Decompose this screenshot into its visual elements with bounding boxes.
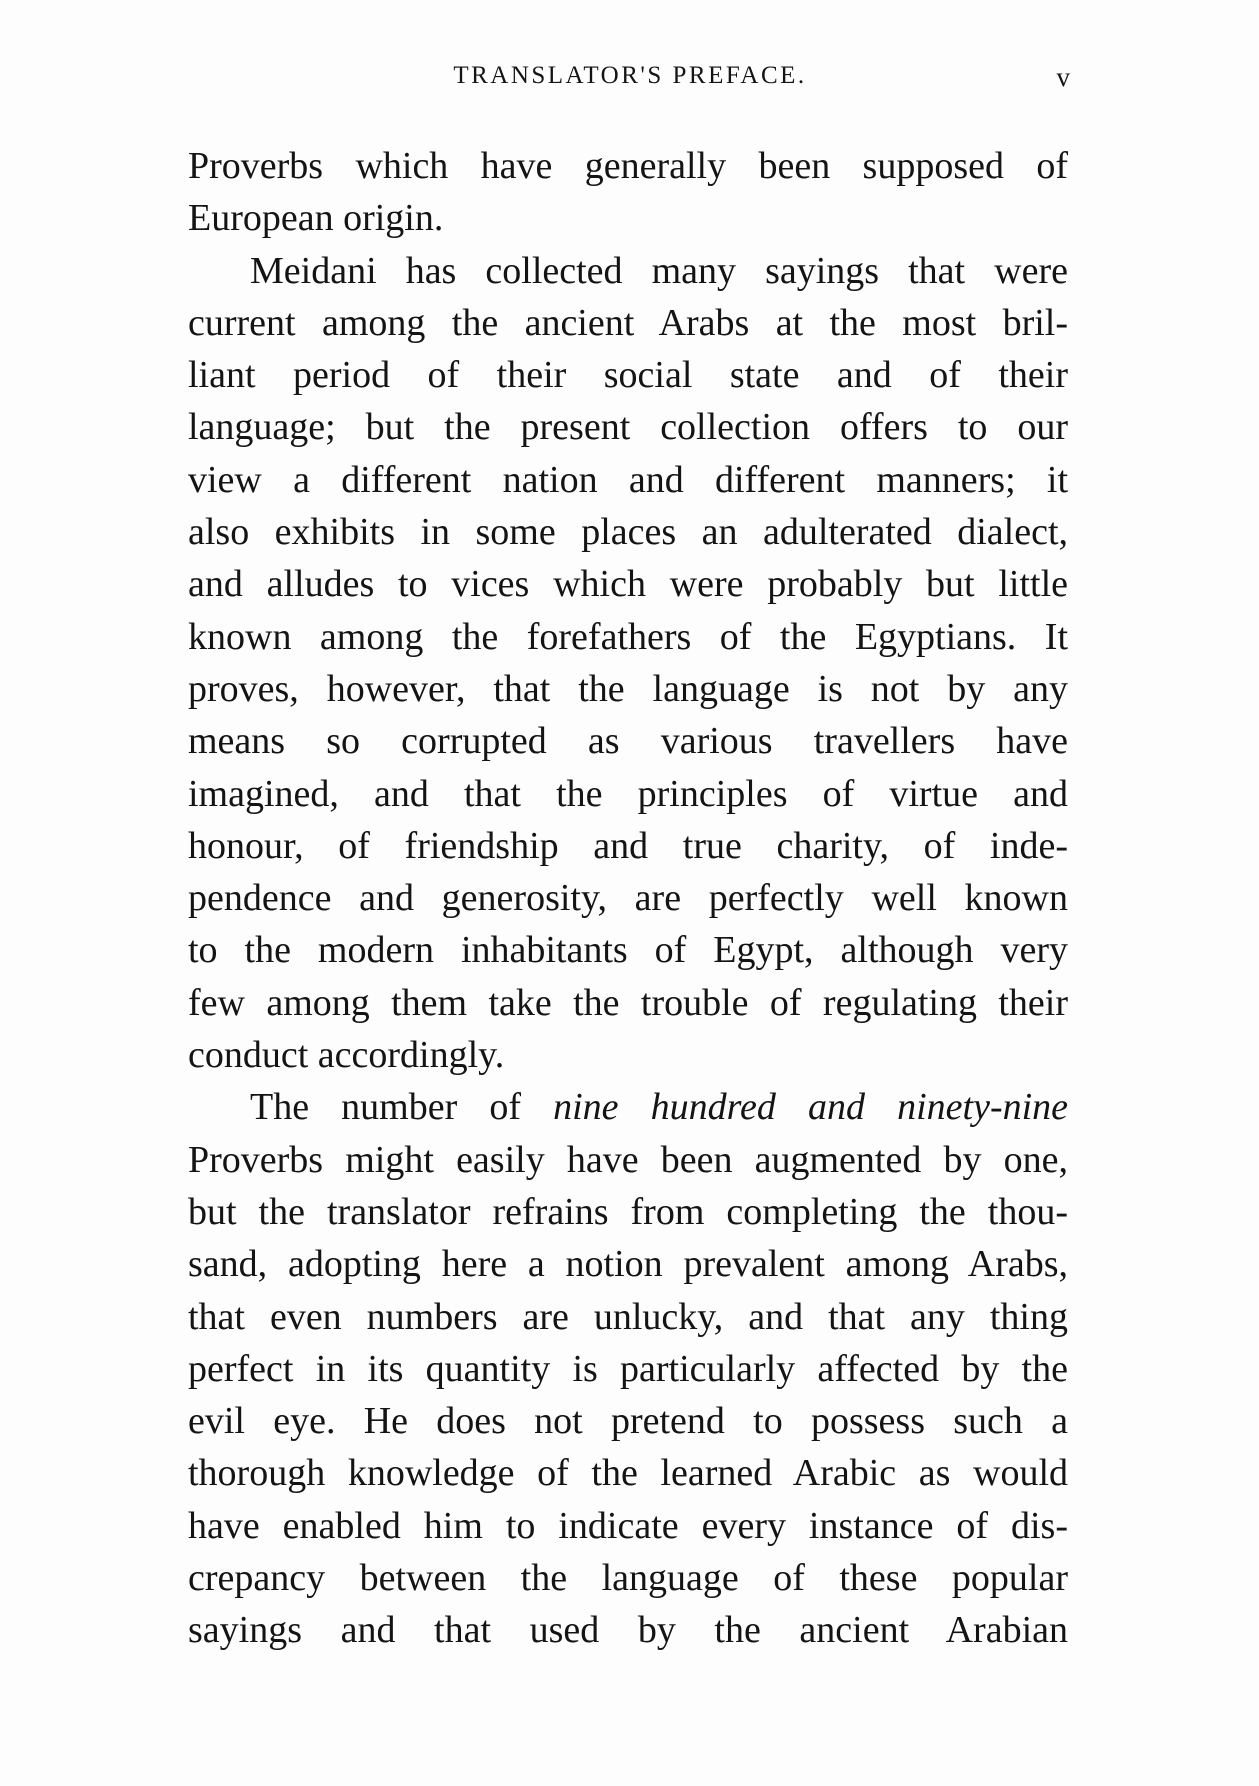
text-line: means so corrupted as various travellers have bbox=[188, 720, 1068, 763]
text-line: sand, adopting here a notion prevalent among Arabs, bbox=[188, 1243, 1068, 1286]
text-line: proves, however, that the language is not by any bbox=[188, 667, 1068, 710]
text-line: sayings and that used by the ancient Arabian bbox=[188, 1609, 1068, 1652]
text-line: Meidani has collected many sayings that were bbox=[250, 249, 1068, 292]
text-line: known among the forefathers of the Egyptians. It bbox=[188, 615, 1068, 658]
text-line: Proverbs which have generally been supposed of bbox=[188, 145, 1068, 187]
text-line: and alludes to vices which were probably but little bbox=[188, 563, 1068, 606]
text-line bbox=[188, 1081, 1068, 1133]
running-head bbox=[190, 62, 1070, 102]
text-line: crepancy between the language of these popular bbox=[188, 1557, 1068, 1600]
text-line: few among them take the trouble of regulating their bbox=[188, 981, 1068, 1024]
text-line: pendence and generosity, are perfectly well known bbox=[188, 877, 1068, 920]
text-line: current among the ancient Arabs at the most bril- bbox=[188, 301, 1068, 344]
text-line: that even numbers are unlucky, and that any thing bbox=[188, 1295, 1068, 1338]
text-line: honour, of friendship and true charity, of inde- bbox=[188, 824, 1068, 867]
text-plain: The number of bbox=[250, 1086, 522, 1129]
text-line: but the translator refrains from completing the thou- bbox=[188, 1190, 1068, 1233]
text-line: to the modern inhabitants of Egypt, although very bbox=[188, 929, 1068, 972]
body-text bbox=[188, 140, 1068, 1657]
text-line: European origin. bbox=[188, 197, 444, 240]
text-line: also exhibits in some places an adulterated dialect, bbox=[188, 511, 1068, 554]
text-line: have enabled him to indicate every instance of dis- bbox=[188, 1504, 1068, 1547]
italic-phrase: nine hundred and ninety-nine bbox=[553, 1086, 1069, 1129]
text-line: thorough knowledge of the learned Arabic as would bbox=[188, 1452, 1068, 1495]
text-line: liant period of their social state and of their bbox=[188, 354, 1068, 397]
text-line: imagined, and that the principles of virtue and bbox=[188, 772, 1068, 815]
text-line: evil eye. He does not pretend to possess such a bbox=[188, 1400, 1068, 1443]
text-line: language; but the present collection offers to our bbox=[188, 406, 1068, 449]
running-title: TRANSLATOR'S PREFACE. bbox=[453, 62, 807, 89]
text-line: conduct accordingly. bbox=[188, 1034, 505, 1077]
page-number: v bbox=[1056, 62, 1070, 92]
text-line: view a different nation and different manners; it bbox=[188, 458, 1068, 501]
text-line: Proverbs might easily have been augmented by one, bbox=[188, 1138, 1068, 1181]
text-line: perfect in its quantity is particularly affected by the bbox=[188, 1347, 1068, 1390]
